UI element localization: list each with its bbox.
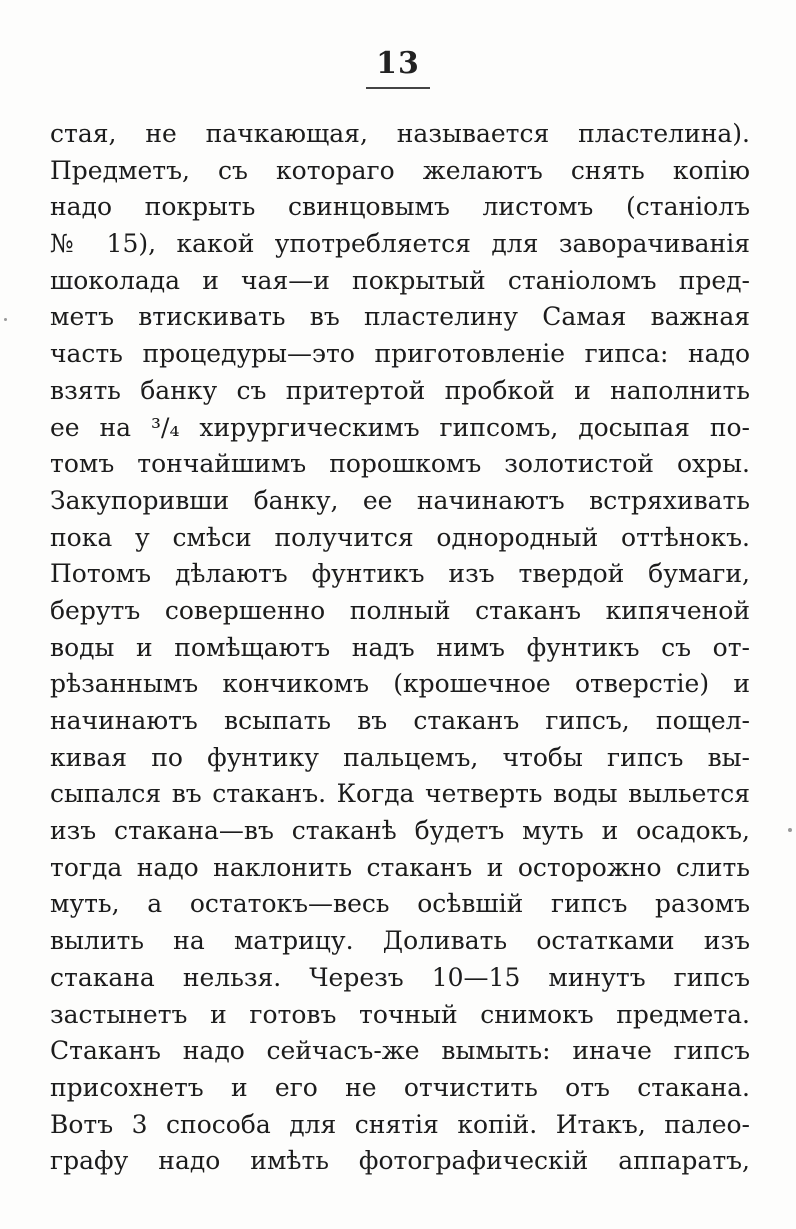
text-line: муть, а остатокъ—весь осѣвшій гипсъ разомъ [50,889,750,919]
text-line: Предметъ, съ котораго желаютъ снять копію [50,155,750,185]
text-line: ее на ³/₄ хирургическимъ гипсомъ, досыпая по- [50,412,750,442]
text-line: начинаютъ всыпать въ стаканъ гипсъ, пощел- [50,706,750,735]
text-line: стакана нельзя. Черезъ 10—15 минутъ гипсъ [50,962,750,992]
text-line: Стаканъ надо сейчасъ-же вымыть: иначе гипсъ [50,1036,750,1066]
text-line: часть процедуры—это приготовленіе гипса: надо [50,339,750,369]
text-line: тогда надо наклонить стаканъ и осторожно слить [50,852,750,882]
text-line: застынетъ и готовъ точный снимокъ предмета. [50,999,750,1029]
text-line: Потомъ дѣлаютъ фунтикъ изъ твердой бумаги, [50,559,750,589]
text-line: Закупоривши банку, ее начинаютъ встряхивать [50,485,750,515]
text-line: надо покрыть свинцовымъ листомъ (станіолъ [50,192,750,222]
scan-speck [4,318,7,321]
text-line: стая, не пачкающая, называется пластелина). [50,119,750,148]
text-line: сыпался въ стаканъ. Когда четверть воды выльется [50,779,750,809]
body-text [50,116,750,1180]
text-line: изъ стакана—въ стаканѣ будетъ муть и осадокъ, [50,816,750,846]
text-line: взять банку съ притертой пробкой и наполнить [50,375,750,405]
page-number: 13 [376,46,420,81]
text-line: присохнетъ и его не отчистить отъ стакана. [50,1072,750,1102]
text-line: кивая по фунтику пальцемъ, чтобы гипсъ вы- [50,742,750,772]
text-line: вылить на матрицу. Доливать остатками изъ [50,926,750,956]
text-line: воды и помѣщаютъ надъ нимъ фунтикъ съ от- [50,632,750,662]
scan-speck [788,828,792,832]
text-line: метъ втискивать въ пластелину Самая важная [50,302,750,332]
text-line: Вотъ 3 способа для снятія копій. Итакъ, палео- [50,1109,750,1139]
text-line: № 15), какой употребляется для заворачиванія [50,229,750,259]
page-number-rule [366,87,430,89]
text-line: берутъ совершенно полный стаканъ кипяченой [50,595,750,625]
text-line: графу надо имѣть фотографическій аппаратъ, [50,1146,750,1176]
text-line: рѣзаннымъ кончикомъ (крошечное отверстіе) и [50,669,750,699]
text-line: шоколада и чая—и покрытый станіоломъ пред- [50,265,750,295]
text-line: пока у смѣси получится однородный оттѣнокъ. [50,522,750,552]
text-line: томъ тончайшимъ порошкомъ золотистой охры. [50,449,750,479]
